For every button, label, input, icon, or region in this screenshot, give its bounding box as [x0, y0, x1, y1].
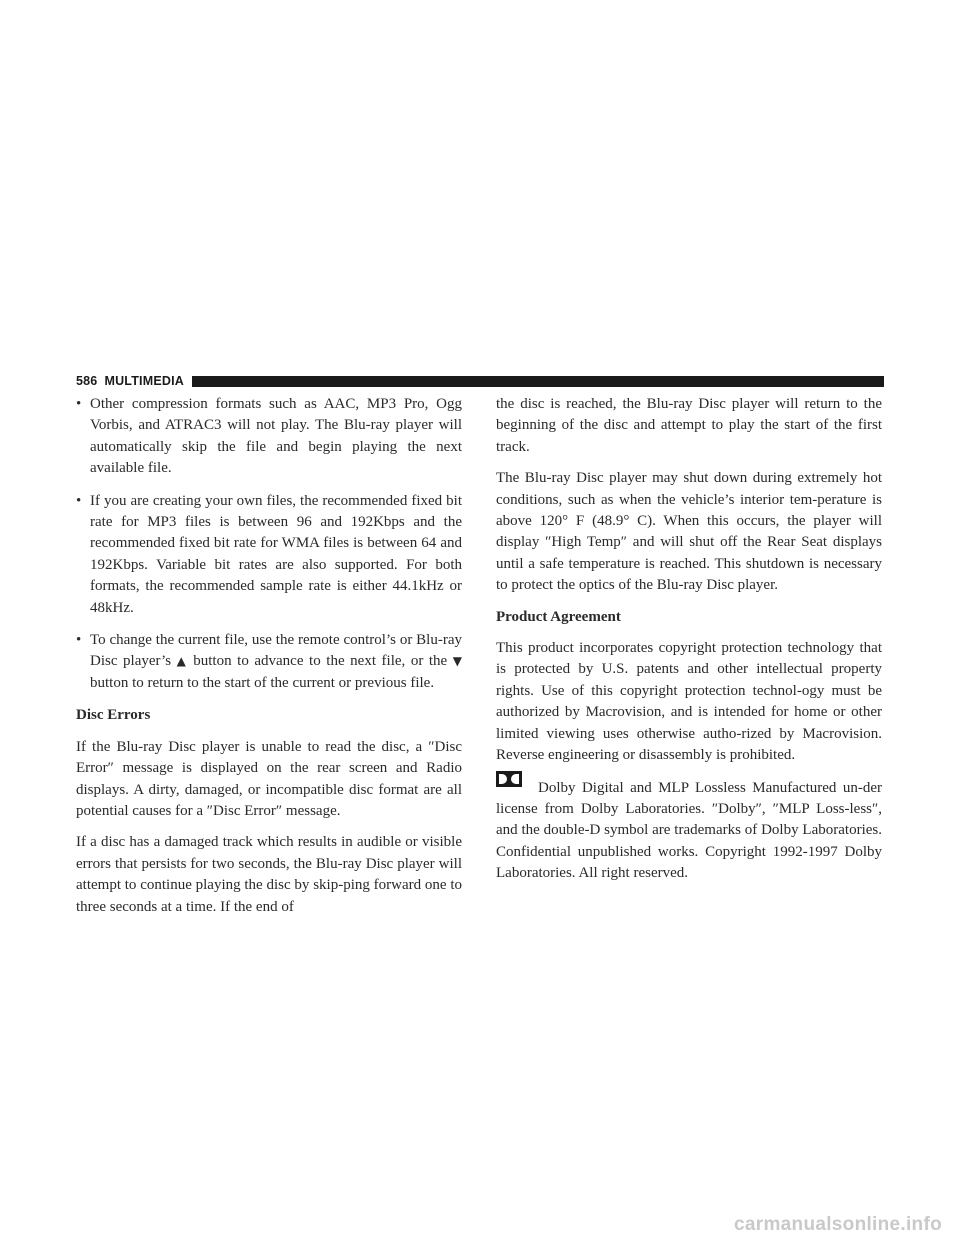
bullet-icon: •: [76, 396, 82, 412]
section-heading-product-agreement: Product Agreement: [496, 608, 621, 625]
paragraph: The Blu-ray Disc player may shut down during extremely hot conditions, such as when the vehicle’s interior tem-perature is above 120° F (48.9° C). When this occurs, the player will display ″High Temp″ and will shut off the Rear Seat displays until a safe temperature is reached. This shutdown is necessary to protect the optics of the Blu-ray Disc player.: [496, 470, 882, 594]
watermark: carmanualsonline.info: [734, 1214, 942, 1235]
list-item-text: Other compression formats such as AAC, MP3 Pro, Ogg Vorbis, and ATRAC3 will not play. The Blu-ray player will automatically skip the file and begin playing the next available file.: [90, 396, 462, 477]
list-item: [76, 630, 462, 694]
bullet-icon: •: [76, 632, 82, 649]
list-item: [76, 491, 462, 619]
dolby-text: Dolby Digital and MLP Lossless Manufactured un-der license from Dolby Laboratories. ″Dolby″, ″MLP Loss-less″, and the double-D symbol are trademarks of Dolby Laboratories. Confidential unpublished works. Copyright 1992-1997 Dolby Laboratories. All right reserved.: [496, 779, 882, 882]
text-segment: button to return to the start of the current or previous file.: [90, 674, 435, 691]
paragraph: This product incorporates copyright protection technology that is protected by U.S. patents and other intellectual property rights. Use of this copyright protection technol-ogy must be authorized by Macrovision, and is intended for home or other limited viewing uses otherwise autho-rized by Macrovision. Reverse engineering or disassembly is prohibited.: [496, 640, 882, 764]
list-item-text: If you are creating your own files, the recommended fixed bit rate for MP3 files is between 96 and 192Kbps and the recommended fixed bit rate for WMA files is between 64 and 192Kbps. Variable bit rates are also supported. For both formats, the recommended sample rate is either 44.1kHz or 48kHz.: [90, 492, 462, 616]
paragraph: the disc is reached, the Blu-ray Disc player will return to the beginning of the disc and attempt to play the start of the first track.: [496, 396, 882, 455]
left-column: [76, 394, 462, 928]
list-item: [76, 394, 462, 480]
dolby-double-d-icon: [496, 771, 522, 787]
text-segment: button to advance to the next file, or the: [187, 653, 453, 670]
paragraph: If the Blu-ray Disc player is unable to read the disc, a ″Disc Error″ message is displayed on the rear screen and Radio displays. A dirty, damaged, or incompatible disc format are all potential causes for a ″Disc Error″ message.: [76, 738, 462, 819]
list-item-text: [90, 632, 462, 691]
right-column: [496, 394, 882, 895]
section-title: MULTIMEDIA: [104, 374, 185, 388]
down-arrow-icon: ▼: [452, 654, 462, 669]
section-heading-disc-errors: Disc Errors: [76, 707, 151, 724]
page-number: 586: [76, 374, 98, 388]
up-arrow-icon: ▲: [176, 654, 188, 669]
dolby-paragraph: [496, 777, 882, 885]
page-header: [76, 372, 884, 390]
header-rule: [192, 376, 884, 387]
bullet-icon: •: [76, 492, 82, 509]
paragraph: If a disc has a damaged track which results in audible or visible errors that persists for two seconds, the Blu-ray Disc player will attempt to continue playing the disc by skip-ping forward one to three seconds at a time. If the end of: [76, 834, 462, 915]
text-segment: To change the current file, use the remote control’s or Blu-ray Disc player’s: [90, 632, 462, 670]
